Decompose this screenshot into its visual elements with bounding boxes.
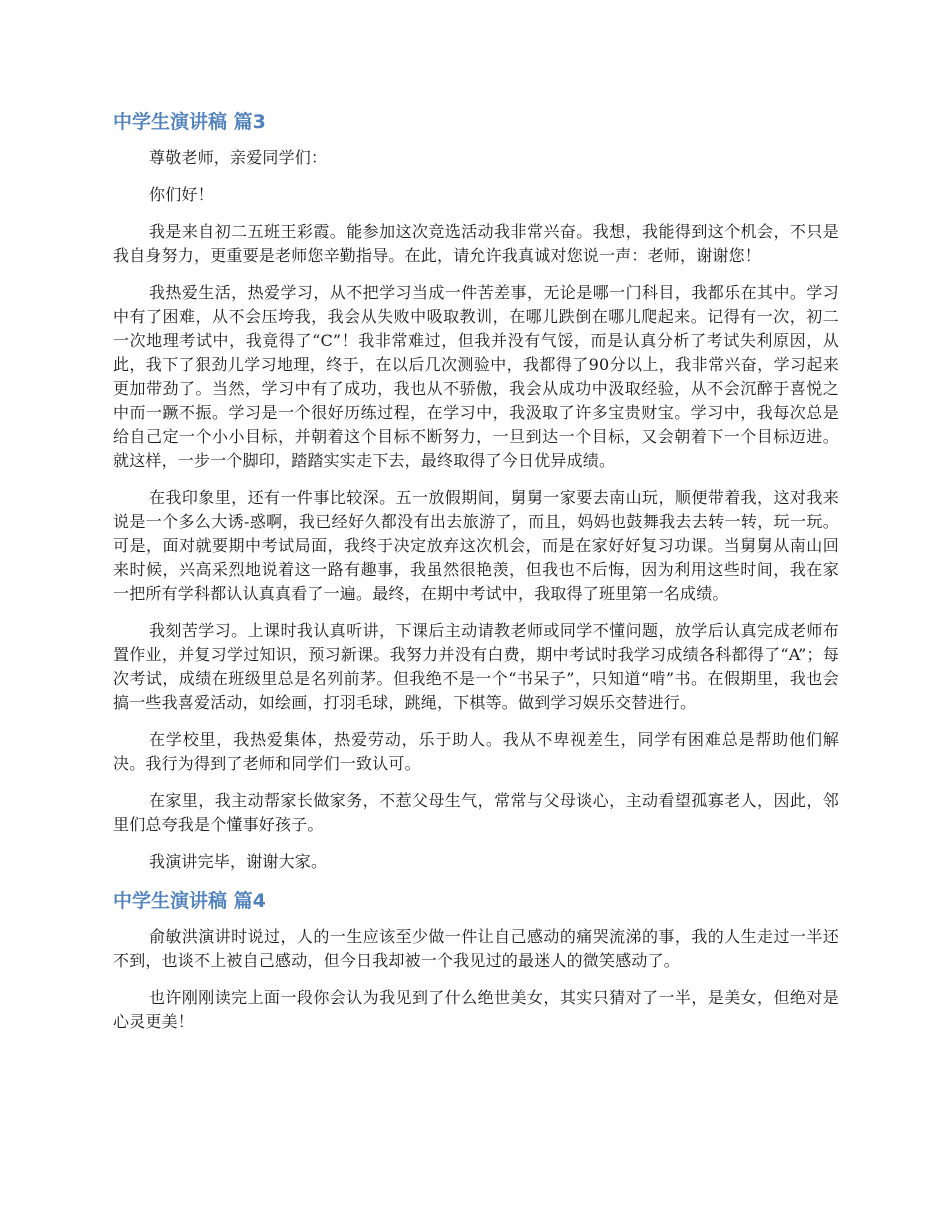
paragraph: 我刻苦学习。上课时我认真听讲，下课后主动请教老师或同学不懂问题，放学后认真完成老师布置作业，并复习学过知识，预习新课。我努力并没有白费，期中考试时我学习成绩各科都得了“A”；每次考试，成绩在班级里总是名列前茅。但我绝不是一个“书呆子”，只知道“啃”书。在假期里，我也会搞一些我喜爱活动，如绘画，打羽毛球，跳绳，下棋等。做到学习娱乐交替进行。 bbox=[113, 621, 839, 712]
paragraph: 尊敬老师，亲爱同学们： bbox=[149, 148, 328, 167]
paragraph: 我热爱生活，热爱学习，从不把学习当成一件苦差事，无论是哪一门科目，我都乐在其中。学习中有了困难，从不会压垮我，我会从失败中吸取教训，在哪儿跌倒在哪儿爬起来。记得有一次，初二一次地理考试中，我竟得了“C”！我非常难过，但我并没有气馁，而是认真分析了考试失利原因，从此，我下了狠劲儿学习地理，终于，在以后几次测验中，我都得了90分以上，我非常兴奋，学习起来更加带劲了。当然，学习中有了成功，我也从不骄傲，我会从成功中汲取经验，从不会沉醉于喜悦之中而一蹶不振。学习是一个很好历练过程，在学习中，我汲取了许多宝贵财宝。学习中，我每次总是给自己定一个小小目标，并朝着这个目标不断努力，一旦到达一个目标，又会朝着下一个目标迈进。就这样，一步一个脚印，踏踏实实走下去，最终取得了今日优异成绩。 bbox=[113, 283, 839, 470]
paragraph: 我演讲完毕，谢谢大家。 bbox=[149, 852, 328, 871]
paragraph: 我是来自初二五班王彩霞。能参加这次竞选活动我非常兴奋。我想，我能得到这个机会，不只是我自身努力，更重要是老师您辛勤指导。在此，请允许我真诚对您说一声：老师，谢谢您！ bbox=[113, 222, 839, 265]
paragraph: 在学校里，我热爱集体，热爱劳动，乐于助人。我从不卑视差生，同学有困难总是帮助他们解决。我行为得到了老师和同学们一致认可。 bbox=[113, 730, 839, 773]
section-title: 中学生演讲稿 篇4 bbox=[113, 890, 266, 912]
paragraph: 俞敏洪演讲时说过，人的一生应该至少做一件让自己感动的痛哭流涕的事，我的人生走过一半还不到，也谈不上被自己感动，但今日我却被一个我见过的最迷人的微笑感动了。 bbox=[113, 927, 839, 970]
section-speech-3 bbox=[113, 108, 839, 874]
paragraph: 你们好！ bbox=[149, 185, 214, 204]
document-body bbox=[113, 108, 839, 1047]
paragraph: 在家里，我主动帮家长做家务，不惹父母生气，常常与父母谈心，主动看望孤寡老人，因此，邻里们总夸我是个懂事好孩子。 bbox=[113, 791, 839, 834]
paragraph: 在我印象里，还有一件事比较深。五一放假期间，舅舅一家要去南山玩，顺便带着我，这对我来说是一个多么大诱-惑啊，我已经好久都没有出去旅游了，而且，妈妈也鼓舞我去去转一转，玩一玩。可是，面对就要期中考试局面，我终于决定放弃这次机会，而是在家好好复习功课。当舅舅从南山回来时候，兴高采烈地说着这一路有趣事，我虽然很艳羡，但我也不后悔，因为利用这些时间，我在家一把所有学科都认认真真看了一遍。最终，在期中考试中，我取得了班里第一名成绩。 bbox=[113, 488, 839, 603]
paragraph: 也许刚刚读完上面一段你会认为我见到了什么绝世美女，其实只猜对了一半，是美女，但绝对是心灵更美！ bbox=[113, 988, 839, 1031]
section-speech-4 bbox=[113, 887, 839, 1034]
section-title: 中学生演讲稿 篇3 bbox=[113, 111, 266, 133]
